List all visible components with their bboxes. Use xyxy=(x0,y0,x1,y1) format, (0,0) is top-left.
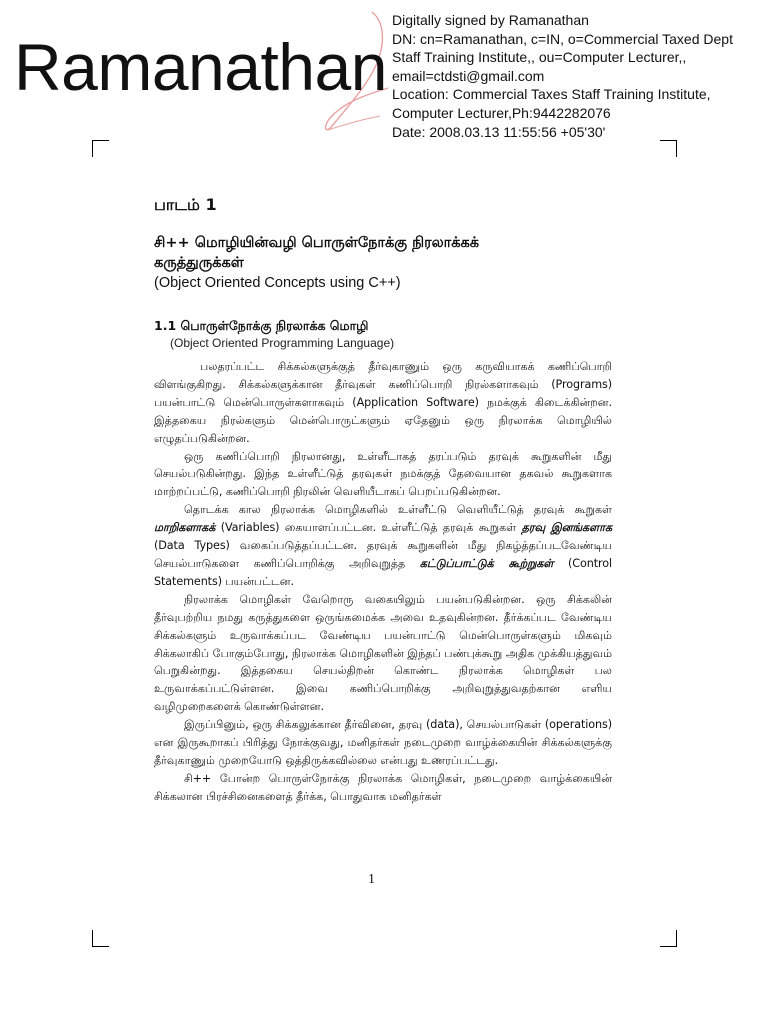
crop-mark-top-right xyxy=(660,140,677,157)
crop-mark-top-left xyxy=(92,140,109,157)
lesson-label: பாடம் 1 xyxy=(154,195,217,214)
page-content xyxy=(154,195,612,806)
paragraph: நிரலாக்க மொழிகள் வேறொரு வகையிலும் பயன்படுகின்றன. ஒரு சிக்கலின் தீர்வுபற்றிய நமது கருத்துகளை ஒருங்கமைக்க அவை உதவுகின்றன. தீர்க்கப்பட வேண்டிய சிக்கல்களும் உருவாக்கப்பட வேண்டிய பயன்பாட்டு மென்பொருள்களும் மிகவும் சிக்கலாகிப் போகும்போது, நிரலாக்க மொழிகளின் இந்தப் பண்புக்கூறு அதிக முக்கியத்துவம் பெறுகின்றது. இத்தகைய செயல்திறன் கொண்ட நிரலாக்க மொழிகள் பல உருவாக்கப்பட்டுள்ளன. இவை கணிப்பொறிக்கு அறிவுறுத்துவதற்கான எளிய வழிமுறைகளைக் கொண்டுள்ளன. xyxy=(154,592,612,714)
chapter-title-tamil-line1: சி++ மொழியின்வழி பொருள்நோக்கு நிரலாக்கக் xyxy=(154,235,480,251)
term-variables: மாறிகளாகக் xyxy=(154,521,216,535)
section-heading-english: (Object Oriented Programming Language) xyxy=(170,336,395,350)
section-heading-tamil: 1.1 பொருள்நோக்கு நிரலாக்க மொழி xyxy=(154,318,369,333)
signature-line: DN: cn=Ramanathan, c=IN, o=Commercial Taxed Dept xyxy=(392,30,733,47)
paragraph: இருப்பினும், ஒரு சிக்கலுக்கான தீர்வினை, தரவு (data), செயல்பாடுகள் (operations) என இருகூறாகப் பிரித்து நோக்குவது, மனிதர்கள் நடைமுறை வாழ்க்கையின் சிக்கல்களுக்கு தீர்வுகாணும் முறையோடு ஒத்திருக்கவில்லை என்பது உணரப்பட்டது. xyxy=(154,718,612,767)
signature-line: email=ctdsti@gmail.com xyxy=(392,67,545,84)
term-data-types: தரவு இனங்களாக xyxy=(521,521,612,535)
chapter-title-tamil-line2: கருத்துருக்கள் xyxy=(154,255,244,271)
signature-name: Ramanathan xyxy=(14,30,387,104)
paragraph-text: (Data Types) வகைப்படுத்தப்பட்டன. தரவுக் கூறுகளின் மீது நிகழ்த்தப்படவேண்டிய செயல்பாடுகளை கணிப்பொறிக்கு அறிவுறுத்த xyxy=(154,539,612,570)
paragraph-text: (Control Statements) பயன்பட்டன. xyxy=(154,556,612,588)
signature-line: Digitally signed by Ramanathan xyxy=(392,12,589,28)
paragraph: ஒரு கணிப்பொறி நிரலானது, உள்ளீடாகத் தரப்படும் தரவுக் கூறுகளின் மீது செயல்படுகின்றது. இந்த உள்ளீட்டுத் தரவுகள் நமக்குத் தேவையான தகவல் கூறுகளாக மாற்றப்பட்டு, கணிப்பொறி நிரலின் வெளியீடாகப் பெறப்படுகின்றன. xyxy=(154,449,612,499)
signature-details xyxy=(392,11,764,141)
paragraph-text: (Variables) கையாளப்பட்டன. உள்ளீட்டுத் தரவுக் கூறுகள் xyxy=(215,521,522,535)
paragraph: சி++ போன்ற பொருள்நோக்கு நிரலாக்க மொழிகள், நடைமுறை வாழ்க்கையின் சிக்கலான பிரச்சினைகளைத் தீர்க்க, பொதுவாக மனிதர்கள் xyxy=(154,771,612,803)
signature-line: Computer Lecturer,Ph:9442282076 xyxy=(392,104,611,121)
paragraph: பலதரப்பட்ட சிக்கல்களுக்குத் தீர்வுகாணும் ஒரு கருவியாகக் கணிப்பொறி விளங்குகிறது. சிக்கல்களுக்கான தீர்வுகள் கணிப்பொறி நிரல்களாகவும் (Programs) பயன்பாட்டு மென்பொருள்களாகவும் (Application Software) நமக்குக் கிடைக்கின்றன. இத்தகைய நிரல்களும் மென்பொருட்களும் ஏதேனும் ஒரு நிரலாக்க மொழியில் எழுதப்படுகின்றன. xyxy=(154,360,612,445)
paragraph-text: தொடக்க கால நிரலாக்க மொழிகளில் உள்ளீட்டு வெளியீட்டுத் தரவுக் கூறுகள் xyxy=(184,503,612,517)
paragraph xyxy=(154,501,612,591)
chapter-title-english: (Object Oriented Concepts using C++) xyxy=(154,275,401,291)
signature-line: Date: 2008.03.13 11:55:56 +05'30' xyxy=(392,123,606,140)
signature-line: Location: Commercial Taxes Staff Training Institute, xyxy=(392,86,711,103)
page-number: 1 xyxy=(368,872,375,887)
crop-mark-bottom-right xyxy=(660,930,677,947)
signature-line: Staff Training Institute,, ou=Computer Lecturer,, xyxy=(392,49,687,66)
crop-mark-bottom-left xyxy=(92,930,109,947)
term-control-statements: கட்டுப்பாட்டுக் கூற்றுகள் xyxy=(419,556,554,570)
